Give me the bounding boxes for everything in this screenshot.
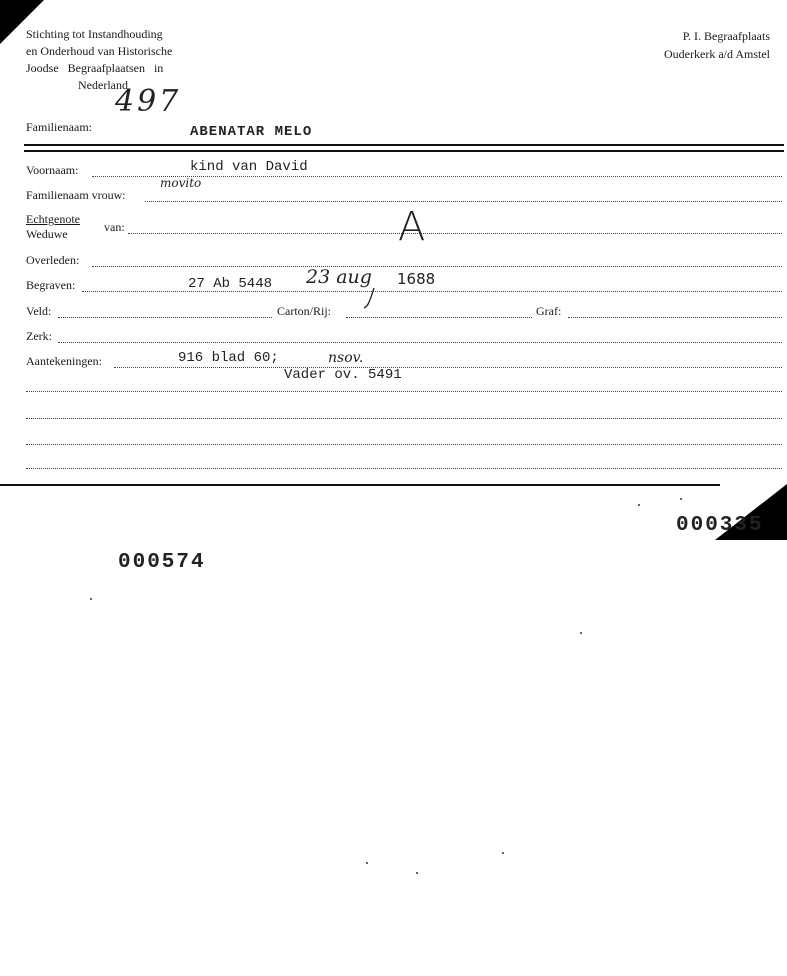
divider-rule-top <box>24 144 784 146</box>
veld-label: Veld: <box>26 304 52 318</box>
card-bottom-edge <box>0 484 720 486</box>
org-line-4: Nederland <box>78 78 128 92</box>
cemetery-line-2: Ouderkerk a/d Amstel <box>664 47 770 61</box>
van-label: van: <box>104 220 125 234</box>
scan-speck <box>580 632 582 634</box>
divider-rule-bottom <box>24 150 784 152</box>
begraven-line <box>82 291 782 292</box>
carton-line <box>346 317 532 318</box>
handwritten-card-number: 497 <box>115 84 182 119</box>
org-line-3: Joodse Begraafplaatsen in <box>26 61 164 75</box>
begraven-year: 1688 <box>397 270 436 288</box>
echtgenote-label: Echtgenote <box>26 212 80 226</box>
big-letter-mark: A <box>398 204 426 250</box>
overleden-line <box>92 266 782 267</box>
weduwe-label: Weduwe <box>26 227 68 241</box>
carton-label: Carton/Rij: <box>277 304 331 318</box>
aantekeningen-line <box>114 367 782 368</box>
stamp-number-right: 000335 <box>676 514 764 537</box>
van-line <box>128 233 782 234</box>
scan-speck <box>416 872 418 874</box>
familienaam-value: ABENATAR MELO <box>190 124 313 140</box>
aantekeningen-line-2: Vader ov. 5491 <box>284 367 402 383</box>
org-line-2: en Onderhoud van Historische <box>26 44 173 58</box>
aantekeningen-label: Aantekeningen: <box>26 354 102 368</box>
cemetery-line-1: P. I. Begraafplaats <box>682 29 770 43</box>
note-line-1 <box>26 391 782 392</box>
aantekeningen-value: 916 blad 60; <box>178 350 279 366</box>
voornaam-label: Voornaam: <box>26 163 79 177</box>
scan-speck <box>638 504 640 506</box>
graf-label: Graf: <box>536 304 562 318</box>
veld-line <box>58 317 272 318</box>
begraven-value: 27 Ab 5448 <box>188 276 273 292</box>
scan-speck <box>680 498 682 500</box>
overleden-label: Overleden: <box>26 253 80 267</box>
zerk-label: Zerk: <box>26 329 52 343</box>
cemetery-block <box>620 27 770 63</box>
scan-speck <box>90 598 92 600</box>
familienaam-vrouw-label: Familienaam vrouw: <box>26 188 126 202</box>
note-line-4 <box>26 468 782 469</box>
familienaam-vrouw-line <box>145 201 782 202</box>
aantekeningen-handnote: nsov. <box>328 350 364 366</box>
begraven-handwritten-date: 23 aug <box>306 266 372 288</box>
voornaam-value: kind van David <box>190 159 308 175</box>
org-line-1: Stichting tot Instandhouding <box>26 27 163 41</box>
begraven-label: Begraven: <box>26 278 76 292</box>
graf-line <box>568 317 782 318</box>
note-line-3 <box>26 444 782 445</box>
handwritten-stroke-mark <box>362 286 378 310</box>
voornaam-handnote: movito <box>160 176 202 190</box>
familienaam-label: Familienaam: <box>26 120 92 134</box>
zerk-line <box>58 342 782 343</box>
scan-speck <box>366 862 368 864</box>
scan-speck <box>502 852 504 854</box>
stamp-number-left: 000574 <box>118 551 206 574</box>
note-line-2 <box>26 418 782 419</box>
